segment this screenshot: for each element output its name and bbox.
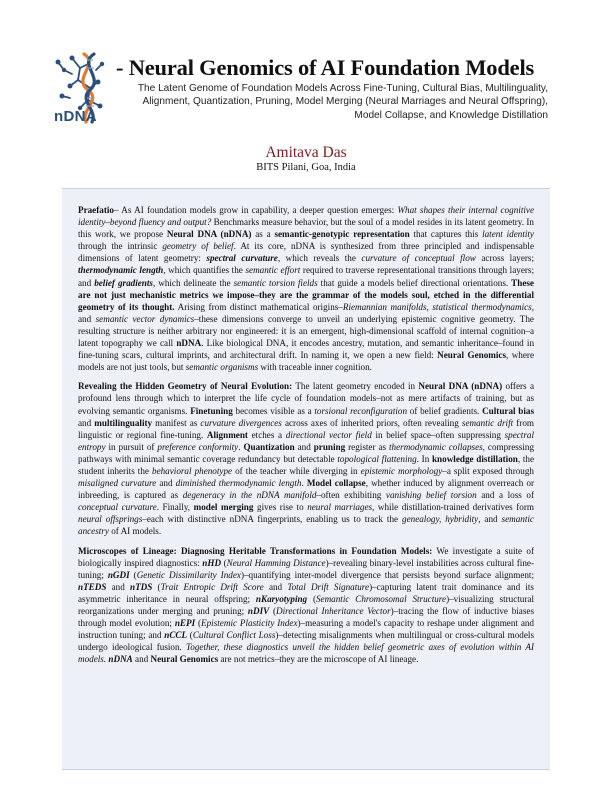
logo-text: nDNA [54, 108, 97, 125]
text-run: We investigate a suite of biologically inspired diagnostics: [78, 545, 534, 568]
text-run: belief gradients [94, 277, 153, 288]
text-run: genealogy, hybridity [402, 514, 479, 525]
text-run: nTEDS [78, 581, 107, 592]
text-run: Together, these diagnostics unveil the hidden belief geometric axes of evolution within AI models. [78, 642, 534, 665]
text-run: , the student inherits the [78, 453, 535, 476]
text-run: The latent geometry encoded in [292, 381, 419, 392]
text-run: misaligned curvature [78, 478, 157, 489]
text-run: Genetic Dissimilarity Index [136, 569, 241, 580]
text-run: , which reveals the [277, 253, 362, 264]
text-run: across layers; [475, 253, 534, 264]
text-run: , where models are not just tools, but [78, 350, 535, 373]
text-run: offers a profound lens through which to interpret the life cycle of foundation models–not as mere artifacts of training, but as evolving semantic organisms. [78, 381, 534, 416]
text-run: nTDS [130, 581, 153, 592]
author-affiliation: BITS Pilani, Goa, India [256, 162, 356, 173]
text-run: Quantization [243, 441, 295, 452]
text-run: semantic-genotypic representation [274, 229, 410, 240]
abstract-paragraph-lineage [78, 545, 534, 666]
text-run: and [78, 313, 96, 324]
text-run: etches a [247, 429, 286, 440]
text-run: semantic ancestry [78, 514, 534, 537]
text-run: spectral curvature [206, 253, 278, 264]
text-run: Arising from distinct mathematical origins– [174, 301, 343, 312]
text-run: ( [307, 593, 316, 604]
text-run: pruning [313, 441, 346, 452]
text-run: semantic organisms [185, 362, 259, 373]
text-run: ( [187, 630, 193, 641]
text-run: Directional Inheritance Vector [276, 606, 391, 616]
abstract-paragraph-geometry [78, 380, 534, 537]
text-run: latent identity [482, 229, 534, 240]
text-run: manifest as [152, 417, 201, 428]
text-run: curvature divergences [200, 417, 282, 428]
text-run: curvature of conceptual flow [361, 253, 476, 264]
text-run: . At its core, nDNA is synthesized from three principled and indispensable dimensions of latent geometry: [78, 241, 534, 264]
text-run: thermodynamic collapses [389, 441, 483, 452]
text-run: semantic drift [461, 417, 514, 428]
text-run: nDNA [176, 338, 202, 349]
text-run: . Like biological DNA, it encodes ancestry, mutation, and semantic inheritance–found in fine-tuning scars, cultural imprints, and architectural drift. In naming it, we open a new field: [78, 338, 535, 361]
text-run: –a split exposed through [442, 465, 534, 476]
text-run: )–quantifying inter-model divergence that persists beyond surface alignment; [240, 569, 535, 580]
text-run: in belief space–often suppressing [371, 429, 505, 440]
text-run: degeneracy in the nDNA manifold [182, 490, 317, 501]
text-run: –each with distinctive nDNA fingerprints, enabling us to track the [142, 514, 403, 525]
text-run: . Finally, [156, 502, 194, 513]
abstract-paragraph-praefatio [78, 204, 534, 373]
text-run: with traceable inner cognition. [258, 362, 372, 373]
text-run: Finetuning [190, 405, 233, 416]
text-run: nDNA [108, 654, 133, 665]
text-run: and [78, 417, 95, 428]
text-run: )–tracing the flow of inductive biases through model evolution; [78, 606, 535, 629]
text-run: thermodynamic length [78, 265, 164, 276]
text-run: –often exhibiting [316, 490, 386, 501]
text-run: , and [478, 514, 502, 525]
text-run: , which quantifies the [163, 265, 246, 276]
text-run: nEPI [174, 618, 196, 629]
text-run: Revealing the Hidden Geometry of Neural Evolution: [78, 381, 293, 392]
text-run: Neural Genomics [437, 350, 506, 361]
author-name: Amitava Das [265, 144, 347, 161]
text-run: What shapes their internal cognitive identity–beyond fluency and output? [78, 205, 534, 228]
text-run: and [106, 581, 130, 592]
text-run: across axes of inherited priors, often revealing [281, 417, 462, 428]
text-run: neural marriages [307, 502, 373, 513]
text-run: , compressing pathways with minimal semantic coverage redundancy but detectable [78, 441, 535, 464]
text-run: Alignment [206, 429, 248, 440]
text-run: Benchmarks measure behavior, but the soul of a model resides in its latent geometry. In this work, we propose [78, 217, 534, 240]
text-run: Neural DNA (nDNA) [418, 381, 503, 392]
text-run: gives rise to [253, 502, 308, 513]
text-run: , which delineate the [152, 277, 234, 288]
text-run: Microscopes of Lineage: Diagnosing Heritable Transformations in Foundation Models: [78, 545, 433, 556]
text-run: that captures this [409, 229, 483, 240]
text-run: of belief gradients. [407, 405, 483, 416]
text-run: Model collapse [306, 478, 366, 489]
text-run: semantic vector dynamics [95, 313, 195, 324]
text-run: Cultural bias [482, 405, 534, 416]
text-run: knowledge distillation [431, 453, 518, 464]
text-run: geometry of belief [162, 241, 234, 252]
text-run: and [156, 478, 176, 489]
text-run: Riemannian manifolds, statistical thermodynamics, [342, 301, 534, 312]
text-run: from linguistic or regional fine-tuning. [78, 417, 534, 440]
text-run: semantic effort [245, 265, 301, 276]
text-run: , whether induced by alignment overreach or inbreeding, is captured as [78, 478, 534, 501]
text-run: nDIV [247, 606, 270, 616]
text-run: )–revealing binary-level instabilities across cultural fine-tuning; [78, 557, 534, 580]
text-run: Neural Hamming Distance [226, 557, 326, 568]
text-run: ( [195, 618, 202, 629]
text-run: directional vector field [285, 429, 372, 440]
text-run: vanishing belief torsion [385, 490, 477, 501]
text-run: Neural Genomics [150, 654, 219, 665]
text-run: multilinguality [94, 417, 153, 428]
text-run: topological flattening [337, 453, 417, 464]
text-run: Neural DNA (nDNA) [166, 229, 252, 240]
text-run: Epistemic Plasticity Index [201, 618, 298, 629]
text-run: required to traverse representational transitions through layers; and [78, 265, 535, 288]
text-run: through the intrinsic [78, 241, 163, 252]
text-run: )–capturing latent trait dominance and its asymmetric inheritance in neural offspring; [78, 581, 534, 604]
abstract-content [78, 204, 534, 665]
text-run: –these dimensions converge to unveil an underlying epistemic cognitive geometry. The resulting structure is neither arbitrary nor engineered: it is an emergent, high-dimensional scaffold of internal cognition–a latent topography we call [78, 313, 534, 349]
text-run: of the teacher while diverging in [232, 465, 361, 476]
text-run: as a [251, 229, 275, 240]
text-run: )–visualizing structural reorganizations under merging and pruning; [78, 593, 534, 616]
text-run: that guide a models belief directional orientations. [317, 277, 512, 288]
text-run: Semantic Chromosomal Structure [315, 593, 447, 604]
text-run: Praefatio [78, 205, 114, 215]
text-run: epistemic morphology [360, 465, 443, 476]
text-run: nGDI [107, 569, 130, 580]
text-run: . In [416, 453, 432, 464]
text-run: are not metrics–they are the microscope of AI lineage. [218, 654, 419, 665]
text-run: and a loss of [476, 490, 534, 501]
text-run: conceptual curvature [78, 502, 157, 513]
text-run: ( [129, 569, 137, 580]
text-run: register as [345, 441, 389, 452]
text-run: nCCL [164, 630, 188, 641]
text-run: preference conformity [157, 441, 239, 452]
text-run: and [263, 581, 288, 592]
text-run: of AI models. [108, 526, 162, 537]
text-run: semantic torsion fields [233, 277, 318, 288]
text-run: )–measuring a model's capacity to reshape under alignment and instruction tuning; and [78, 618, 534, 641]
text-run: and [294, 441, 314, 452]
text-run: neural offsprings [78, 514, 143, 525]
text-run: torsional reconfiguration [314, 405, 408, 416]
paper-subtitle: The Latent Genome of Foundation Models Across Fine-Tuning, Cultural Bias, Multilinguality, Alignment, Quantization, Pruning, Model Merging (Neural Marriages and Neural Offspring), Model Collapse, and Knowledge Distillation [137, 83, 548, 121]
text-run: nHD [202, 557, 222, 568]
text-run: diminished thermodynamic length [175, 478, 302, 489]
text-run: ( [152, 581, 161, 592]
text-run: becomes visible as a [232, 405, 315, 416]
text-run: ( [269, 606, 277, 616]
text-run: , while distillation-trained derivatives form [372, 502, 534, 513]
text-run: ( [221, 557, 227, 568]
text-run: model merging [193, 502, 254, 513]
text-run: – As AI foundation models grow in capability, a deeper question emerges: [113, 205, 398, 215]
text-run: Trait Entropic Drift Score [160, 581, 264, 592]
text-run: in pursuit of [105, 441, 158, 452]
text-run: . [301, 478, 307, 489]
text-run: Total Drift Signature [287, 581, 370, 592]
text-run: spectral entropy [78, 429, 534, 452]
text-run: and [132, 654, 151, 665]
text-run: Cultural Conflict Loss [192, 630, 276, 641]
paper-title: - Neural Genomics of AI Foundation Models [116, 55, 535, 80]
text-run: These are not just mechanistic metrics we impose–they are the grammar of the models soul, etched in the differential geometry of its thought. [78, 277, 534, 312]
text-run: )–detecting misalignments when multilingual or cross-cultural models undergo ideological fusion. [78, 630, 534, 653]
text-run: behavioral phenotype [152, 465, 233, 476]
text-run: . [238, 441, 244, 452]
text-run: nKaryotyping [255, 593, 308, 604]
